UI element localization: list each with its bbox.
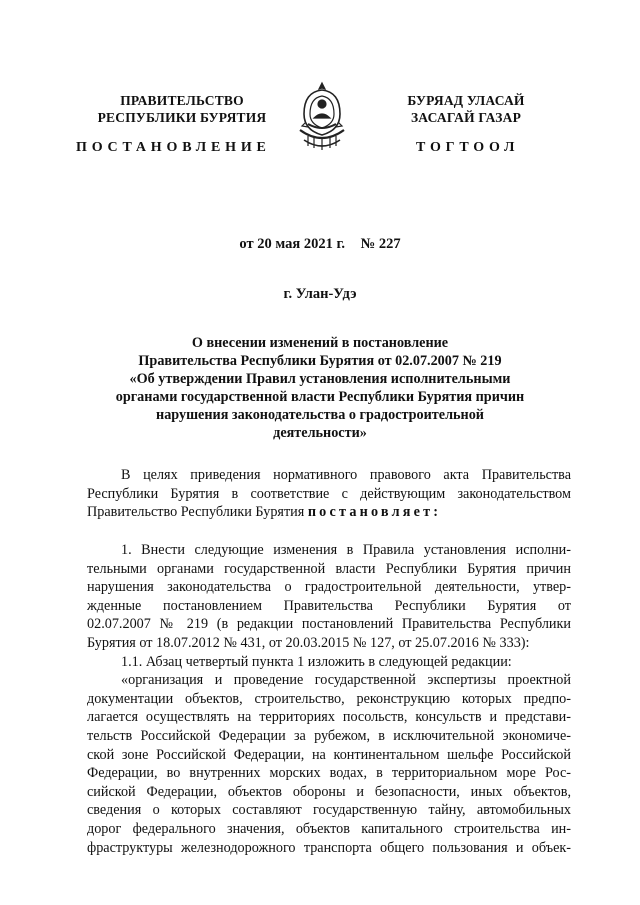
quote-line: тельств Российской Федерации за рубежом, в исключительной экономиче-	[87, 727, 571, 744]
title-line: деятельности»	[273, 425, 367, 441]
quote-line: ской зоне Российской Федерации, на континентальном шельфе Российской	[87, 746, 571, 763]
clause-line: Бурятия от 18.07.2012 № 431, от 20.03.2015 № 127, от 25.07.2016 № 333):	[87, 634, 530, 651]
quote-line: дорог федерального значения, объектов капитального строительства ин-	[87, 820, 571, 837]
quote-line: лагается осуществлять на территориях посольств, консульств и представи-	[87, 709, 571, 726]
clause-1-1: 1.1. Абзац четвертый пункта 1 изложить в следующей редакции:	[121, 653, 512, 670]
title-line: Правительства Республики Бурятия от 02.07.2007 № 219	[138, 353, 502, 369]
issuer-ru	[82, 92, 282, 126]
issuer-bua-line1: БУРЯАД УЛАСАЙ	[407, 93, 525, 108]
doc-number: № 227	[360, 236, 401, 252]
preamble-text: Правительство Республики Бурятия	[87, 504, 308, 521]
clause-1	[87, 541, 571, 857]
doc-date: от 20 мая 2021 г.	[239, 236, 346, 252]
doc-kind-bua: ТОГТООЛ	[416, 140, 520, 155]
doc-kind-ru: ПОСТАНОВЛЕНИЕ	[76, 140, 271, 155]
clause-line: 1. Внести следующие изменения в Правила установления исполни-	[121, 542, 571, 558]
title-line: нарушения законодательства о градостроительной	[156, 407, 484, 423]
date-number-line	[0, 236, 640, 253]
coat-of-arms-icon	[294, 80, 350, 154]
issuer-ru-line1: ПРАВИТЕЛЬСТВО	[120, 93, 244, 108]
title-line: органами государственной власти Республики Бурятия причин	[115, 389, 525, 405]
quote-line: «организация и проведение государственной экспертизы проектной	[121, 672, 571, 689]
issuer-ru-line2: РЕСПУБЛИКИ БУРЯТИЯ	[97, 110, 267, 125]
preamble-line	[87, 503, 571, 522]
preamble-line: Республики Бурятия в соответствие с действующим законодательством	[87, 485, 571, 502]
clause-line: тельными органами государственной власти Республики Бурятия причин	[87, 560, 571, 577]
resolves-word: постановляет:	[307, 504, 442, 521]
clause-line: нарушения законодательства о градостроительной деятельности, утвер-	[87, 579, 571, 596]
doc-city: г. Улан-Удэ	[283, 286, 357, 302]
preamble-line: В целях приведения нормативного правового акта Правительства	[121, 467, 571, 483]
clause-line: 02.07.2007 № 219 (в редакции постановлений Правительства Республики	[87, 616, 571, 633]
issuer-bua-line2: ЗАСАГАЙ ГАЗАР	[410, 110, 522, 125]
clause-line: жденные постановлением Правительства Республики Бурятия от	[87, 597, 571, 614]
issuer-bua	[366, 92, 566, 126]
quote-line: документации объектов, строительство, реконструкцию которых предпо-	[87, 690, 571, 707]
preamble-paragraph	[87, 466, 571, 522]
quote-line: сведения о которых составляют государственную тайну, автомобильных	[87, 802, 571, 819]
quote-line: сийской Федерации, объектов обороны и безопасности, иных объектов,	[87, 783, 571, 800]
quote-line: Федерации, во внутренних морских водах, в территориальном море Рос-	[87, 765, 571, 782]
title-line: О внесении изменений в постановление	[191, 335, 449, 351]
doc-title	[100, 334, 540, 442]
title-line: «Об утверждении Правил установления исполнительными	[129, 371, 511, 387]
quote-line: фраструктуры железнодорожного транспорта общего пользования и объек-	[87, 839, 571, 856]
